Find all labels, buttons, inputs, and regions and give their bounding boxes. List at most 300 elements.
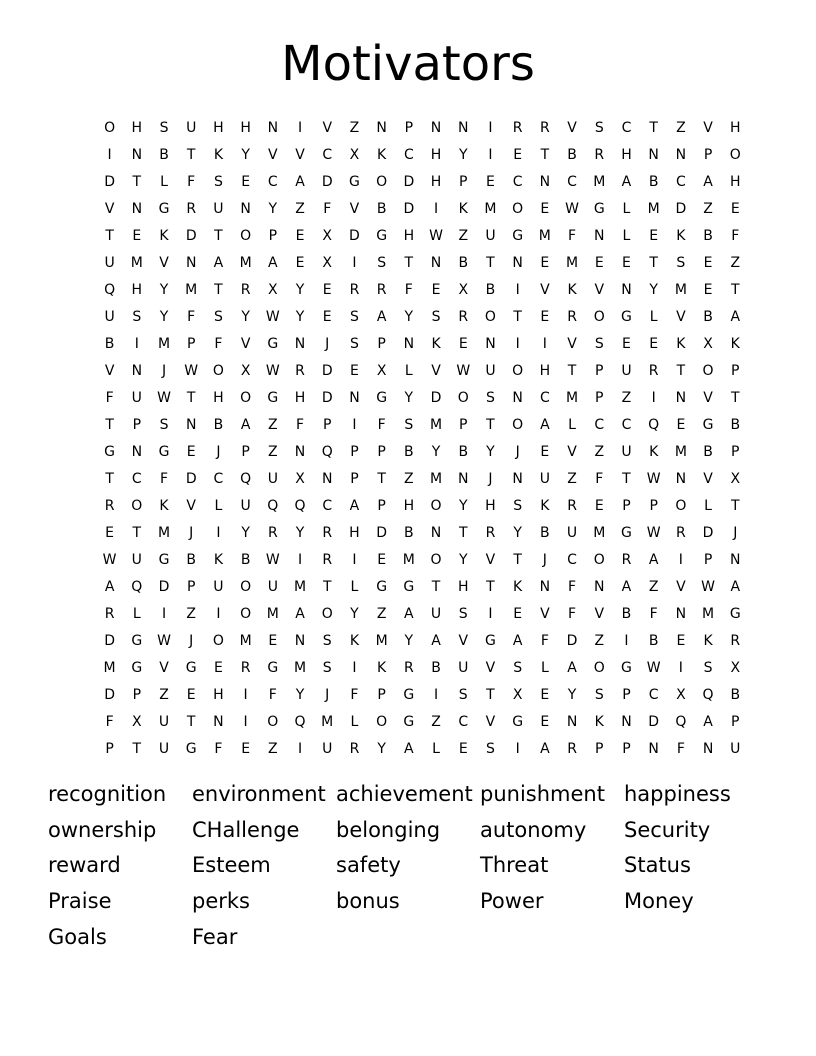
grid-letter: E: [186, 443, 196, 460]
grid-letter: O: [131, 497, 143, 514]
grid-letter: Y: [241, 524, 250, 541]
grid-letter: Y: [486, 443, 495, 460]
grid-letter: E: [676, 633, 686, 650]
grid-letter: R: [403, 660, 414, 677]
grid-letter: X: [295, 470, 305, 487]
grid-letter: B: [485, 281, 496, 298]
grid-letter: K: [377, 660, 387, 677]
grid-row: [96, 357, 740, 384]
grid-letter: I: [433, 200, 439, 217]
grid-letter: E: [540, 200, 550, 217]
grid-letter: B: [567, 146, 577, 163]
grid-letter: V: [159, 254, 169, 271]
grid-letter: F: [731, 227, 740, 244]
grid-letter: J: [189, 633, 194, 650]
grid-letter: G: [485, 633, 496, 650]
grid-letter: U: [730, 741, 741, 758]
grid-letter: N: [185, 416, 197, 433]
grid-letter: V: [431, 362, 441, 379]
grid-letter: A: [431, 633, 441, 650]
grid-row: [96, 547, 741, 574]
grid-letter: D: [185, 470, 197, 487]
grid-letter: P: [323, 416, 332, 433]
grid-letter: H: [403, 497, 415, 514]
word-item: belonging: [336, 817, 441, 842]
grid-letter: T: [649, 254, 658, 271]
grid-letter: Y: [458, 146, 468, 163]
grid-letter: P: [377, 443, 386, 460]
word-row: [48, 919, 788, 955]
grid-letter: C: [567, 173, 577, 190]
grid-letter: F: [105, 389, 114, 406]
grid-letter: R: [240, 660, 251, 677]
grid-letter: Y: [295, 524, 305, 541]
grid-letter: O: [321, 606, 333, 623]
grid-letter: S: [404, 416, 414, 433]
grid-letter: M: [647, 200, 660, 217]
grid-letter: N: [131, 362, 143, 379]
grid-letter: G: [403, 687, 415, 704]
grid-letter: U: [458, 660, 469, 677]
grid-letter: S: [458, 687, 468, 704]
grid-letter: Z: [594, 443, 605, 460]
grid-letter: E: [649, 335, 659, 352]
grid-letter: I: [515, 741, 520, 758]
grid-letter: T: [132, 741, 142, 758]
grid-letter: N: [267, 119, 279, 136]
grid-letter: N: [675, 470, 687, 487]
grid-letter: T: [105, 227, 114, 244]
grid-letter: S: [322, 633, 332, 650]
grid-letter: E: [295, 254, 305, 271]
grid-letter: E: [431, 281, 441, 298]
grid-letter: T: [567, 362, 577, 379]
grid-letter: O: [593, 308, 605, 325]
grid-letter: T: [404, 254, 414, 271]
grid-letter: M: [429, 470, 443, 487]
grid-letter: H: [539, 362, 551, 379]
grid-letter: E: [730, 200, 740, 217]
grid-letter: P: [105, 741, 114, 758]
grid-letter: N: [131, 443, 143, 460]
grid-letter: L: [350, 579, 359, 596]
grid-letter: S: [594, 335, 604, 352]
grid-letter: A: [268, 254, 278, 271]
grid-letter: K: [649, 443, 659, 460]
grid-letter: R: [621, 552, 632, 569]
grid-letter: D: [675, 200, 687, 217]
grid-letter: I: [297, 119, 303, 136]
grid-letter: H: [457, 579, 469, 596]
grid-letter: S: [349, 335, 359, 352]
grid-letter: X: [132, 714, 142, 731]
grid-letter: Q: [294, 714, 306, 731]
grid-letter: N: [294, 633, 306, 650]
grid-letter: Z: [159, 687, 169, 704]
grid-letter: J: [189, 524, 194, 541]
grid-letter: K: [540, 497, 550, 514]
grid-row: [96, 465, 741, 492]
grid-letter: C: [648, 687, 659, 704]
grid-letter: V: [322, 119, 333, 136]
grid-row: [96, 519, 738, 546]
grid-letter: M: [593, 173, 606, 190]
grid-letter: I: [651, 389, 656, 406]
grid-letter: F: [187, 308, 196, 325]
grid-letter: R: [567, 497, 577, 514]
grid-letter: J: [488, 470, 493, 487]
grid-letter: V: [295, 146, 305, 163]
grid-letter: N: [539, 579, 551, 596]
grid-letter: Z: [730, 254, 741, 271]
grid-letter: A: [104, 579, 115, 596]
word-row: [48, 883, 788, 919]
grid-letter: T: [132, 173, 142, 190]
grid-row: [96, 628, 741, 655]
grid-letter: M: [702, 606, 715, 623]
grid-letter: G: [131, 660, 143, 677]
grid-letter: J: [325, 687, 330, 704]
grid-letter: O: [675, 497, 687, 514]
grid-letter: S: [159, 119, 169, 136]
grid-row: [96, 141, 741, 168]
grid-letter: A: [240, 416, 251, 433]
grid-letter: R: [485, 524, 496, 541]
grid-letter: U: [104, 308, 115, 325]
grid-letter: N: [294, 443, 306, 460]
grid-letter: C: [403, 146, 414, 163]
grid-letter: U: [158, 714, 170, 731]
grid-letter: M: [130, 254, 143, 271]
grid-letter: O: [702, 362, 714, 379]
grid-letter: L: [704, 497, 712, 514]
grid-letter: R: [648, 362, 659, 379]
grid-row: [96, 601, 741, 628]
word-row: [48, 776, 788, 812]
grid-letter: O: [512, 362, 524, 379]
grid-letter: V: [268, 146, 278, 163]
grid-letter: T: [486, 254, 495, 271]
grid-letter: D: [104, 633, 115, 650]
grid-letter: U: [485, 362, 496, 379]
grid-letter: K: [159, 497, 169, 514]
grid-letter: B: [648, 173, 659, 190]
grid-letter: F: [568, 227, 577, 244]
grid-letter: P: [241, 443, 250, 460]
grid-letter: T: [186, 714, 196, 731]
grid-letter: G: [267, 335, 279, 352]
grid-letter: W: [184, 362, 199, 379]
grid-letter: O: [104, 119, 116, 136]
grid-letter: T: [676, 362, 686, 379]
grid-letter: N: [321, 470, 333, 487]
grid-letter: S: [213, 308, 223, 325]
grid-letter: V: [567, 335, 577, 352]
grid-letter: C: [621, 416, 632, 433]
grid-letter: V: [594, 606, 605, 623]
word-list: [48, 776, 788, 954]
word-item: achievement: [336, 781, 473, 806]
grid-letter: E: [241, 741, 251, 758]
grid-letter: E: [350, 362, 359, 379]
grid-letter: X: [676, 687, 686, 704]
grid-letter: N: [648, 146, 659, 163]
grid-letter: G: [593, 200, 605, 217]
grid-letter: R: [240, 281, 251, 298]
grid-letter: R: [376, 281, 387, 298]
grid-letter: V: [485, 714, 496, 731]
grid-letter: U: [267, 579, 278, 596]
grid-letter: D: [321, 173, 333, 190]
grid-letter: M: [402, 552, 415, 569]
grid-letter: F: [268, 687, 277, 704]
grid-letter: P: [132, 416, 142, 433]
grid-letter: P: [595, 362, 604, 379]
grid-letter: R: [567, 308, 577, 325]
grid-letter: V: [703, 389, 713, 406]
grid-letter: W: [429, 227, 443, 244]
grid-letter: N: [430, 119, 442, 136]
grid-letter: B: [703, 227, 713, 244]
grid-letter: F: [105, 714, 114, 731]
grid-letter: D: [403, 200, 415, 217]
grid-letter: A: [621, 173, 632, 190]
grid-letter: Y: [268, 200, 278, 217]
grid-letter: O: [376, 714, 388, 731]
grid-letter: M: [157, 335, 171, 352]
grid-row: [96, 492, 740, 519]
grid-row: [96, 303, 741, 330]
grid-letter: B: [159, 146, 169, 163]
grid-letter: T: [186, 146, 196, 163]
grid-letter: B: [404, 524, 414, 541]
grid-letter: E: [513, 606, 523, 623]
grid-letter: X: [322, 227, 333, 244]
word-item: Esteem: [192, 853, 271, 878]
grid-letter: Q: [267, 497, 279, 514]
grid-letter: G: [185, 741, 197, 758]
grid-row: [96, 438, 740, 465]
grid-letter: D: [104, 687, 115, 704]
grid-letter: Z: [268, 443, 278, 460]
grid-letter: I: [243, 714, 248, 731]
grid-letter: I: [107, 146, 112, 163]
grid-letter: I: [433, 687, 439, 704]
word-row: [48, 812, 788, 848]
grid-letter: I: [161, 606, 167, 623]
grid-letter: U: [186, 119, 197, 136]
grid-letter: W: [265, 362, 280, 379]
grid-letter: G: [621, 660, 632, 677]
grid-letter: L: [214, 497, 223, 514]
word-item: Fear: [192, 924, 238, 949]
grid-letter: V: [104, 362, 115, 379]
grid-letter: I: [542, 335, 547, 352]
grid-letter: M: [321, 714, 334, 731]
grid-letter: O: [376, 173, 388, 190]
grid-letter: G: [185, 660, 197, 677]
grid-letter: F: [540, 633, 549, 650]
grid-letter: D: [403, 173, 415, 190]
grid-letter: M: [293, 660, 307, 677]
grid-letter: E: [268, 633, 278, 650]
grid-letter: Z: [648, 579, 659, 596]
grid-letter: E: [458, 741, 468, 758]
grid-letter: W: [646, 660, 661, 677]
grid-letter: K: [431, 335, 441, 352]
grid-letter: Z: [703, 200, 713, 217]
grid-letter: S: [132, 308, 142, 325]
grid-letter: Y: [350, 606, 359, 623]
grid-letter: P: [595, 389, 604, 406]
grid-letter: I: [352, 416, 357, 433]
grid-letter: J: [733, 524, 738, 541]
grid-letter: B: [458, 443, 469, 460]
grid-letter: R: [594, 146, 605, 163]
grid-letter: D: [185, 227, 197, 244]
grid-letter: F: [404, 281, 413, 298]
word-item: Goals: [48, 924, 107, 949]
grid-letter: N: [294, 335, 306, 352]
grid-letter: E: [295, 227, 305, 244]
grid-letter: B: [186, 552, 197, 569]
grid-letter: E: [622, 335, 631, 352]
grid-letter: L: [160, 173, 168, 190]
grid-letter: V: [104, 200, 115, 217]
grid-letter: M: [103, 660, 116, 677]
word-item: autonomy: [480, 817, 587, 842]
grid-letter: M: [157, 524, 171, 541]
grid-letter: Y: [241, 146, 250, 163]
grid-letter: E: [622, 254, 631, 271]
grid-letter: A: [567, 660, 577, 677]
grid-letter: E: [458, 335, 468, 352]
grid-letter: U: [104, 254, 115, 271]
grid-letter: H: [621, 146, 632, 163]
grid-letter: O: [512, 416, 524, 433]
grid-letter: E: [540, 687, 550, 704]
word-item: bonus: [336, 888, 400, 913]
grid-letter: Y: [458, 497, 468, 514]
grid-row: [96, 276, 740, 303]
grid-letter: T: [540, 146, 550, 163]
grid-letter: V: [567, 443, 577, 460]
grid-letter: Q: [294, 497, 306, 514]
grid-letter: S: [159, 416, 169, 433]
grid-letter: R: [186, 200, 197, 217]
grid-letter: N: [376, 119, 387, 136]
grid-row: [96, 249, 741, 276]
grid-letter: N: [730, 552, 741, 569]
grid-letter: Y: [295, 308, 305, 325]
grid-letter: E: [132, 227, 142, 244]
grid-letter: M: [266, 606, 279, 623]
grid-letter: S: [513, 497, 523, 514]
grid-letter: B: [703, 443, 713, 460]
grid-letter: I: [678, 660, 683, 677]
grid-letter: E: [594, 497, 604, 514]
grid-letter: D: [566, 633, 578, 650]
grid-letter: N: [131, 200, 143, 217]
grid-letter: S: [458, 606, 468, 623]
grid-letter: T: [486, 579, 495, 596]
grid-letter: O: [240, 389, 252, 406]
grid-letter: M: [674, 281, 687, 298]
grid-letter: L: [622, 227, 631, 244]
grid-letter: Y: [649, 281, 658, 298]
grid-letter: I: [515, 281, 520, 298]
grid-letter: A: [540, 741, 550, 758]
grid-letter: O: [512, 200, 524, 217]
grid-letter: L: [622, 200, 631, 217]
grid-letter: V: [594, 281, 605, 298]
grid-letter: P: [268, 227, 278, 244]
grid-letter: R: [295, 362, 305, 379]
grid-letter: C: [131, 470, 142, 487]
grid-letter: R: [567, 741, 577, 758]
grid-letter: B: [730, 416, 741, 433]
grid-letter: T: [513, 308, 522, 325]
grid-letter: F: [676, 741, 685, 758]
grid-letter: H: [730, 119, 741, 136]
grid-row: [96, 411, 741, 438]
grid-letter: T: [214, 227, 223, 244]
grid-letter: N: [458, 470, 469, 487]
grid-letter: K: [213, 146, 223, 163]
grid-letter: E: [703, 254, 713, 271]
grid-letter: H: [485, 497, 496, 514]
grid-letter: C: [322, 497, 333, 514]
grid-letter: Q: [675, 714, 687, 731]
grid-letter: F: [214, 741, 223, 758]
grid-letter: W: [646, 470, 661, 487]
grid-letter: B: [540, 524, 550, 541]
grid-letter: B: [213, 416, 224, 433]
grid-letter: V: [240, 335, 251, 352]
grid-letter: P: [459, 173, 468, 190]
grid-letter: O: [212, 362, 224, 379]
grid-row: [96, 168, 741, 195]
grid-letter: D: [321, 362, 333, 379]
grid-letter: R: [104, 606, 115, 623]
grid-letter: X: [240, 362, 251, 379]
grid-letter: B: [730, 687, 741, 704]
grid-letter: C: [594, 416, 605, 433]
grid-letter: M: [593, 524, 606, 541]
grid-letter: G: [376, 389, 388, 406]
grid-letter: K: [594, 714, 604, 731]
grid-letter: X: [512, 687, 523, 704]
grid-letter: D: [321, 389, 333, 406]
grid-letter: Y: [377, 741, 386, 758]
grid-letter: A: [703, 173, 713, 190]
grid-letter: G: [512, 714, 524, 731]
grid-letter: K: [377, 146, 387, 163]
grid-row: [96, 114, 741, 141]
grid-letter: M: [566, 389, 579, 406]
grid-letter: A: [295, 606, 305, 623]
grid-letter: Q: [131, 579, 143, 596]
grid-letter: P: [703, 552, 713, 569]
grid-letter: E: [540, 308, 550, 325]
grid-letter: F: [350, 687, 359, 704]
grid-letter: E: [241, 173, 251, 190]
word-item: recognition: [48, 781, 167, 806]
grid-letter: G: [403, 579, 415, 596]
grid-letter: S: [377, 254, 387, 271]
grid-letter: N: [403, 335, 415, 352]
grid-letter: T: [513, 552, 522, 569]
